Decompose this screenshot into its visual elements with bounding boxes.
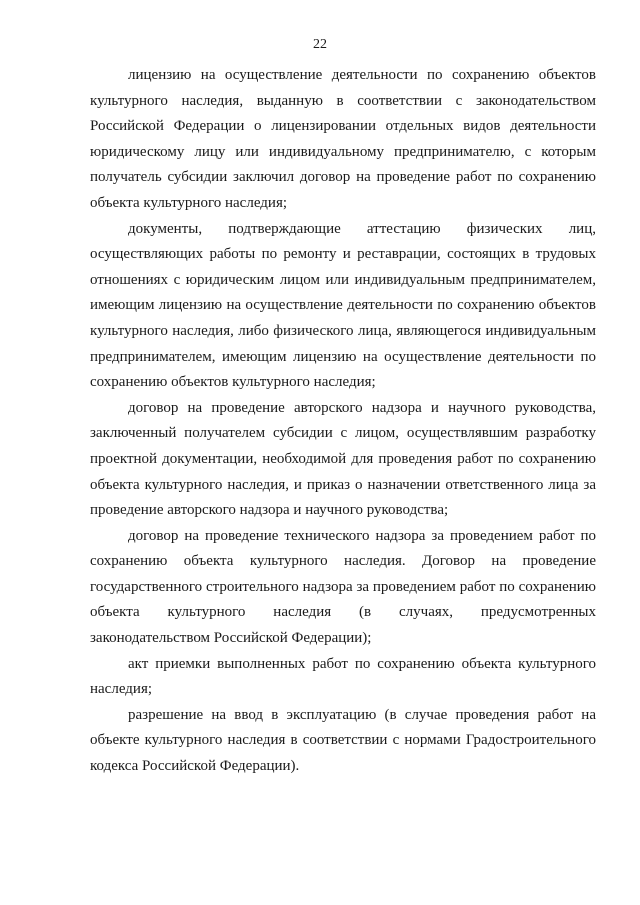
paragraph-commissioning-permit: разрешение на ввод в эксплуатацию (в случае проведения работ на объекте культурного наследия в соответствии с нормами Градостроительного кодекса Российской Федерации). <box>90 706 596 775</box>
page-number: 22 <box>313 37 327 52</box>
document-body <box>90 63 596 780</box>
paragraph-author-supervision-contract: договор на проведение авторского надзора и научного руководства, заключенный получателем субсидии с лицом, осуществлявшим разработку проектной документации, необходимой для проведения работ по сохранению объекта культурного наследия, и приказ о назначении ответственного лица за проведение авторского надзора и научного руководства; <box>90 399 596 519</box>
paragraph-acceptance-act: акт приемки выполненных работ по сохранению объекта культурного наследия; <box>90 655 596 698</box>
paragraph-technical-supervision-contract: договор на проведение технического надзора за проведением работ по сохранению объекта культурного наследия. Договор на проведение государственного строительного надзора за проведением работ по сохранению объекта культурного наследия (в случаях, предусмотренных законодательством Российской Федерации); <box>90 527 596 647</box>
paragraph-license: лицензию на осуществление деятельности по сохранению объектов культурного наследия, выданную в соответствии с законодательством Российской Федерации о лицензировании отдельных видов деятельности юридическому лицу или индивидуальному предпринимателю, с которым получатель субсидии заключил договор на проведение работ по сохранению объекта культурного наследия; <box>90 67 596 211</box>
paragraph-attestation-documents: документы, подтверждающие аттестацию физических лиц, осуществляющих работы по ремонту и реставрации, состоящих в трудовых отношениях с юридическим лицом или индивидуальным предпринимателем, имеющим лицензию на осуществление деятельности по сохранению объектов культурного наследия, либо физического лица, являющегося индивидуальным предпринимателем, имеющим лицензию на осуществление деятельности по сохранению объектов культурного наследия; <box>90 220 596 391</box>
